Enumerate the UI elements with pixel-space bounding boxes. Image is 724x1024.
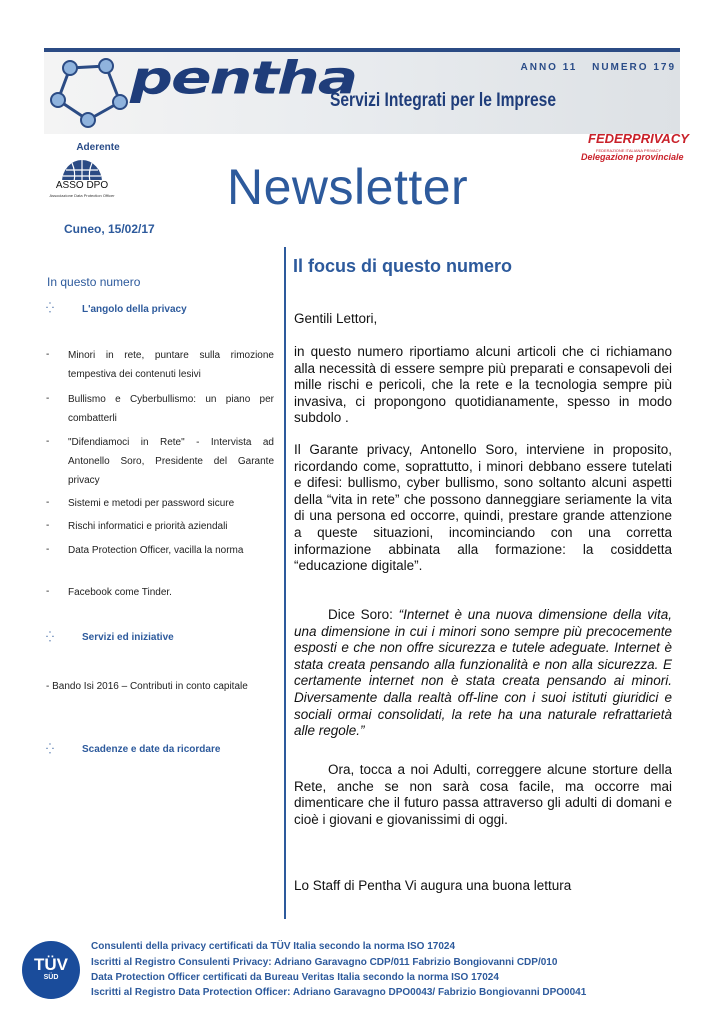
dotted-bullet-icon: ⁛ xyxy=(46,303,54,314)
tuv-label: TÜV xyxy=(34,955,68,974)
toc-section-privacy[interactable]: L'angolo della privacy xyxy=(82,304,187,315)
footer-line: Iscritti al Registro Data Protection Officer: Adriano Garavagno DPO0043/ Fabrizio Bongiovanni DPO0041 xyxy=(91,987,587,998)
dateline: Cuneo, 15/02/17 xyxy=(64,222,155,236)
federprivacy-delegazione: Delegazione provinciale xyxy=(581,152,684,162)
dotted-bullet-icon: ⁛ xyxy=(46,744,54,755)
federprivacy-sub: FEDERAZIONE ITALIANA PRIVACY xyxy=(596,148,662,153)
bullet-dash: - xyxy=(46,349,50,360)
column-divider xyxy=(284,247,286,919)
federprivacy-logo: FEDERPRIVACY xyxy=(588,131,689,146)
bullet-dash: - xyxy=(46,497,50,508)
asso-dpo-sub: Associazione Data Protection Officer xyxy=(49,193,115,198)
toc-item[interactable]: Rischi informatici e priorità aziendali xyxy=(68,521,228,532)
paragraph-quote xyxy=(294,607,672,740)
bullet-dash: - xyxy=(46,393,50,404)
toc-item[interactable]: Sistemi e metodi per password sicure xyxy=(68,498,235,509)
tuv-sub-label: SÜD xyxy=(43,974,59,981)
paragraph-adulti: Ora, tocca a noi Adulti, correggere alcune storture della Rete, anche se non sarà cosa facile, ma occorre mai dimenticare che il futuro passa attraverso gli adulti di domani e cioè i giovani e giovanissimi di oggi. xyxy=(294,762,672,827)
toc-section-scadenze[interactable]: Scadenze e date da ricordare xyxy=(82,744,221,755)
paragraph-intro: in questo numero riportiamo alcuni articoli che ci richiamano alla necessità di essere sempre più preparati e consapevoli dei mille rischi e pericoli, che la rete e la tecnologia sempre più invasiva, ci propongono quotidianamente, spesso in modo subdolo . xyxy=(294,344,672,426)
tuv-sud-badge-icon xyxy=(22,941,80,999)
footer-line: Data Protection Officer certificati da Bureau Veritas Italia secondo la norma ISO 17024 xyxy=(91,972,499,983)
bullet-dash: - xyxy=(46,436,50,447)
toc-item[interactable]: - Bando Isi 2016 – Contributi in conto capitale xyxy=(46,681,248,692)
newsletter-title: Newsletter xyxy=(227,159,469,215)
brand-wordmark: pentha xyxy=(130,52,357,105)
toc-item[interactable]: Facebook come Tinder. xyxy=(68,587,172,598)
focus-heading: Il focus di questo numero xyxy=(293,256,513,276)
toc-item[interactable]: Minori in rete, puntare sulla rimozione tempestiva dei contenuti lesivi xyxy=(68,350,274,380)
bullet-dash: - xyxy=(46,520,50,531)
soro-quote: “Internet è una nuova dimensione della vita, una dimensione in cui i minori sono sempre più precocemente esposti e che non offre sicurezza e tutele adeguate. Internet è stata creata pensando alla funzionalità e non alla sicurezza. E certamente internet non è stata creata pensando ai minori. Diversamente dalla realtà off-line con i suoi istituti giuridici e sociali ormai consolidati, la rete ha una naturale refrattarietà alle regole.” xyxy=(294,607,673,739)
greeting: Gentili Lettori, xyxy=(294,311,378,326)
closing-line: Lo Staff di Pentha Vi augura una buona lettura xyxy=(294,878,572,893)
quote-lead: Dice Soro: xyxy=(328,607,399,622)
asso-dpo-name: ASSO DPO xyxy=(44,180,120,191)
toc-item[interactable]: Data Protection Officer, vacilla la norma xyxy=(68,545,244,556)
bullet-dash: - xyxy=(46,586,50,597)
network-logo-icon xyxy=(48,58,132,130)
toc-item[interactable]: Bullismo e Cyberbullismo: un piano per combatterli xyxy=(68,394,274,424)
footer-line: Consulenti della privacy certificati da TÜV Italia secondo la norma ISO 17024 xyxy=(91,941,456,952)
issue-info xyxy=(511,62,676,73)
bullet-dash: - xyxy=(46,544,50,555)
issue-year: ANNO 11 xyxy=(520,62,578,73)
aderente-label: Aderente xyxy=(76,142,120,153)
brand-tagline: Servizi Integrati per le Imprese xyxy=(330,90,557,111)
toc-heading: In questo numero xyxy=(47,275,141,289)
paragraph-garante: Il Garante privacy, Antonello Soro, interviene in proposito, ricordando come, soprattutto, i minori debbano essere tutelati e difesi: bullismo, cyber bullismo, sono soltanto alcuni aspetti della “vita in rete” che possono danneggiare seriamente la vita di una persona ed occorre, quindi, prestare grande attenzione a queste situazioni, incominciando con una corretta informazione abbinata alla formazione: la cosiddetta “educazione digitale”. xyxy=(294,442,672,574)
dotted-bullet-icon: ⁛ xyxy=(46,632,54,643)
footer-line: Iscritti al Registro Consulenti Privacy: Adriano Garavagno CDP/011 Fabrizio Bongiovanni CDP/010 xyxy=(91,957,558,968)
toc-section-servizi[interactable]: Servizi ed iniziative xyxy=(82,632,174,643)
toc-item[interactable]: "Difendiamoci in Rete" - Intervista ad Antonello Soro, Presidente del Garante privacy xyxy=(68,437,274,486)
issue-number: NUMERO 179 xyxy=(592,62,676,73)
